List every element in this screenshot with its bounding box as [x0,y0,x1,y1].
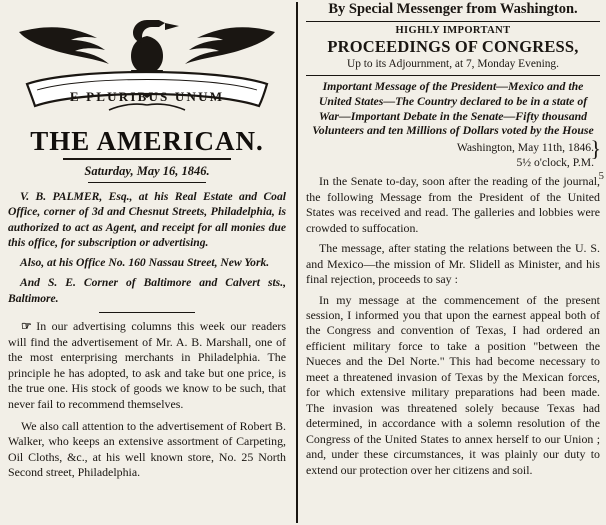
dateline [306,136,601,170]
advertising-notice-marshall [8,319,286,412]
advertising-notice-marshall-text: In our advertising columns this week our readers will find the advertisement of Mr. A. B. Marshall, one of the most enterprising merchants in Philadelphia. The principle he has adopted, to ask and take but one price, is the true one. His stock of goods we know to be such, that never fail to recommend themselves. [8,319,286,411]
agent-notice [8,189,286,306]
dateline-line-1: Washington, May 11th, 1846. [456,141,594,155]
section-divider [99,312,195,313]
dateline-line-2: 5½ o'clock, P.M. [516,155,594,169]
headline-highly-important: HIGHLY IMPORTANT [395,24,511,36]
article-paragraph-3: In my message at the commencement of the present session, I informed you that upon the earnest appeal both of the Congress and convention of Texas, I had ordered an efficient military force to take a position "between the Nueces and the Del Norte." This had become necessary to meet a threatened invasion of Texas by the Mexican forces, for which extensive military preparations had been made. The invasion was threatened solely because Texas had determined, in accordance with a solemn resolution of the Congress of the United States to annex herself to our Union ; and, under these circumstances, it was plainly our duty to extend our protection over her citizens and soil. [306,292,600,477]
agent-notice-para-1: V. B. PALMER, Esq., at his Real Estate and Coal Office, corner of 3d and Chesnut Streets, Philadelphia, is authorized to act as Agent, and receipt for all monies due this office, for subscription or advertising. [8,190,286,249]
article-deck: Important Message of the President—Mexico and the United States—The Country declared to be in a state of War—Important Debate in the Senate—Fifty thousand Volunteers and ten Millions of Dollars voted by the House [312,78,594,138]
page-mark: 5 [598,170,604,182]
headline-special-messenger: By Special Messenger from Washington. [328,1,578,17]
pointing-hand-icon: ☞ [21,319,37,334]
headline-divider-1 [306,21,600,22]
headline-divider-2 [306,75,600,76]
headline-proceedings-of-congress: PROCEEDINGS OF CONGRESS, [327,36,579,56]
agent-notice-para-3: And S. E. Corner of Baltimore and Calvert sts., Baltimore. [8,276,286,305]
article-paragraph-2: The message, after stating the relations between the U. S. and Mexico—the mission of Mr. Slidell as Minister, and his final rejection, proceeds to say : [306,241,600,287]
agent-notice-para-2: Also, at his Office No. 160 Nassau Street, New York. [20,256,270,270]
eagle-icon [13,6,281,122]
left-column [0,0,296,525]
date-divider [88,182,206,183]
dateline-brace: } [590,136,601,162]
page-title: THE AMERICAN. [30,126,264,156]
seal-motto-text: E PLURIBUS UNUM [69,89,225,104]
issue-date: Saturday, May 16, 1846. [84,164,210,178]
advertising-notice-walker: We also call attention to the advertisement of Robert B. Walker, who keeps an extensive assortment of Carpeting, Oil Cloths, &c., at his well known store, No. 25 North Second street, Philadelphia. [8,419,286,480]
right-column [298,0,606,525]
headline-adjournment-note: Up to its Adjournment, at 7, Monday Evening. [347,57,559,70]
article-paragraph-1: In the Senate to-day, soon after the reading of the journal, the following Message from the President of the United States was received and read. The galleries and lobbies were crowded to suffocation. [306,174,600,235]
title-divider [63,158,231,160]
masthead-eagle [8,6,286,124]
